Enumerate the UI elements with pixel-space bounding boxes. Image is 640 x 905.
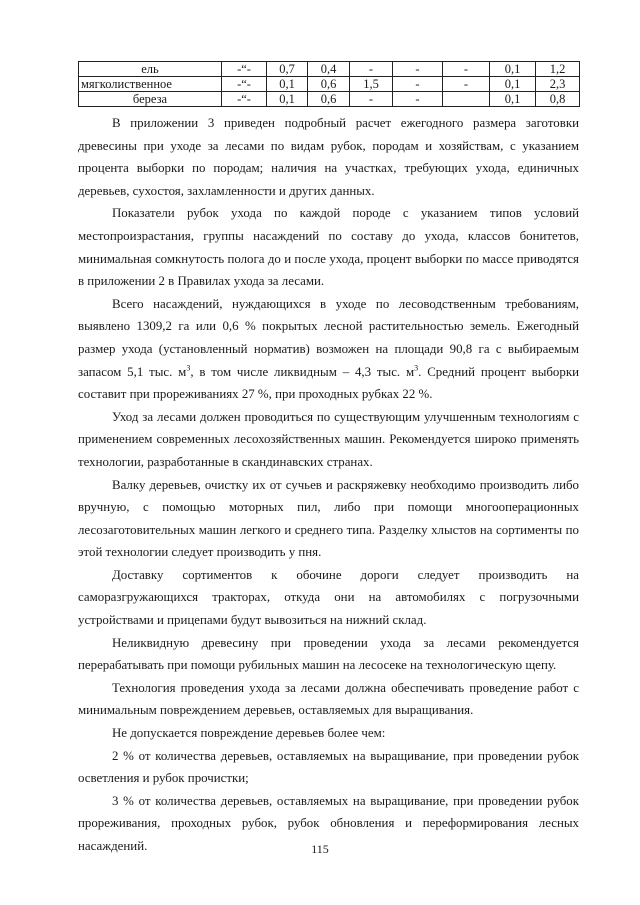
table-cell: 0,1	[490, 62, 536, 77]
paragraph: Неликвидную древесину при проведении ухода за лесами рекомендуется перерабатывать при помощи рубильных машин на лесосеке на технологическую щепу.	[78, 635, 579, 673]
table-cell: 1,2	[536, 62, 580, 77]
table-cell: -	[350, 92, 393, 107]
paragraph	[78, 293, 579, 406]
paragraph: Валку деревьев, очистку их от сучьев и раскряжевку необходимо производить либо вручную, с помощью моторных пил, либо при помощи многооперационных лесозаготовительных машин легкого и среднего типа. Разделку хлыстов на сортименты по этой технологии следует производить у пня.	[78, 477, 579, 560]
paragraph-text: Всего насаждений, нуждающихся в уходе по лесоводственным требованиям, выявлено 1309,2 га или 0,6 % покрытых лесной растительностью земель. Ежегодный размер ухода (установленный норматив) возможен на площади 90,8 га с выбираемым запасом 5,1 тыс. м	[78, 296, 579, 379]
table-cell: 0,1	[267, 92, 308, 107]
paragraph: 2 % от количества деревьев, оставляемых на выращивание, при проведении рубок осветления и рубок прочистки;	[78, 748, 579, 786]
superscript: 3	[414, 363, 419, 373]
table-cell: 1,5	[350, 77, 393, 92]
table-cell: 0,7	[267, 62, 308, 77]
table-cell: 0,6	[308, 92, 350, 107]
page-number: 115	[311, 842, 329, 856]
table-row	[79, 62, 580, 77]
table-cell: 0,8	[536, 92, 580, 107]
table-cell: -	[393, 77, 443, 92]
table-cell	[443, 92, 490, 107]
table-cell-species: береза	[79, 92, 222, 107]
table-cell: -	[443, 77, 490, 92]
table-cell: -	[393, 92, 443, 107]
superscript: 3	[186, 363, 191, 373]
table-cell: -	[393, 62, 443, 77]
paragraph: Доставку сортиментов к обочине дороги следует производить на саморазгружающихся тракторах, откуда они на автомобилях с погрузочными устройствами и прицепами будут вывозиться на нижний склад.	[78, 567, 579, 628]
paragraph: Технология проведения ухода за лесами должна обеспечивать проведение работ с минимальным повреждением деревьев, оставляемых для выращивания.	[78, 680, 579, 718]
table-cell: -	[443, 62, 490, 77]
table-cell: -“-	[222, 77, 267, 92]
paragraph: Уход за лесами должен проводиться по существующим улучшенным технологиям с применением современных лесохозяйственных машин. Рекомендуется широко применять технологии, разработанные в скандинавских странах.	[78, 409, 579, 469]
table-cell-species: мягколиственное	[79, 77, 222, 92]
paragraph-text: , в том числе ликвидным – 4,3 тыс. м	[190, 364, 415, 379]
table-cell: 0,1	[490, 92, 536, 107]
paragraph-text: . Средний процент выборки составит при прореживаниях 27 %, при проходных рубках 22 %.	[78, 364, 579, 402]
paragraph: Показатели рубок ухода по каждой породе с указанием типов условий местопроизрастания, группы насаждений по составу до ухода, классов бонитетов, минимальная сомкнутость полога до и после ухода, процент выборки по массе приводятся в приложении 2 в Правилах ухода за лесами.	[78, 206, 579, 289]
table-cell-species: ель	[79, 62, 222, 77]
table-row	[79, 77, 580, 92]
paragraph: 3 % от количества деревьев, оставляемых на выращивание, при проведении рубок прореживания, проходных рубок, рубок обновления и переформирования лесных насаждений.	[78, 793, 579, 853]
table-row	[79, 92, 580, 107]
table-cell: 0,1	[267, 77, 308, 92]
species-table	[78, 61, 580, 107]
body-text	[78, 112, 579, 858]
table-cell: 0,6	[308, 77, 350, 92]
paragraph: Не допускается повреждение деревьев более чем:	[112, 726, 386, 741]
table-cell: -	[350, 62, 393, 77]
table-cell: -“-	[222, 62, 267, 77]
table-cell: 2,3	[536, 77, 580, 92]
table-cell: 0,1	[490, 77, 536, 92]
table-cell: -“-	[222, 92, 267, 107]
table-cell: 0,4	[308, 62, 350, 77]
paragraph: В приложении 3 приведен подробный расчет ежегодного размера заготовки древесины при уходе за лесами по видам рубок, породам и хозяйствам, с указанием процента выборки по породам; наличия на участках, требующих ухода, единичных деревьев, сухостоя, захламленности и других данных.	[78, 116, 579, 198]
